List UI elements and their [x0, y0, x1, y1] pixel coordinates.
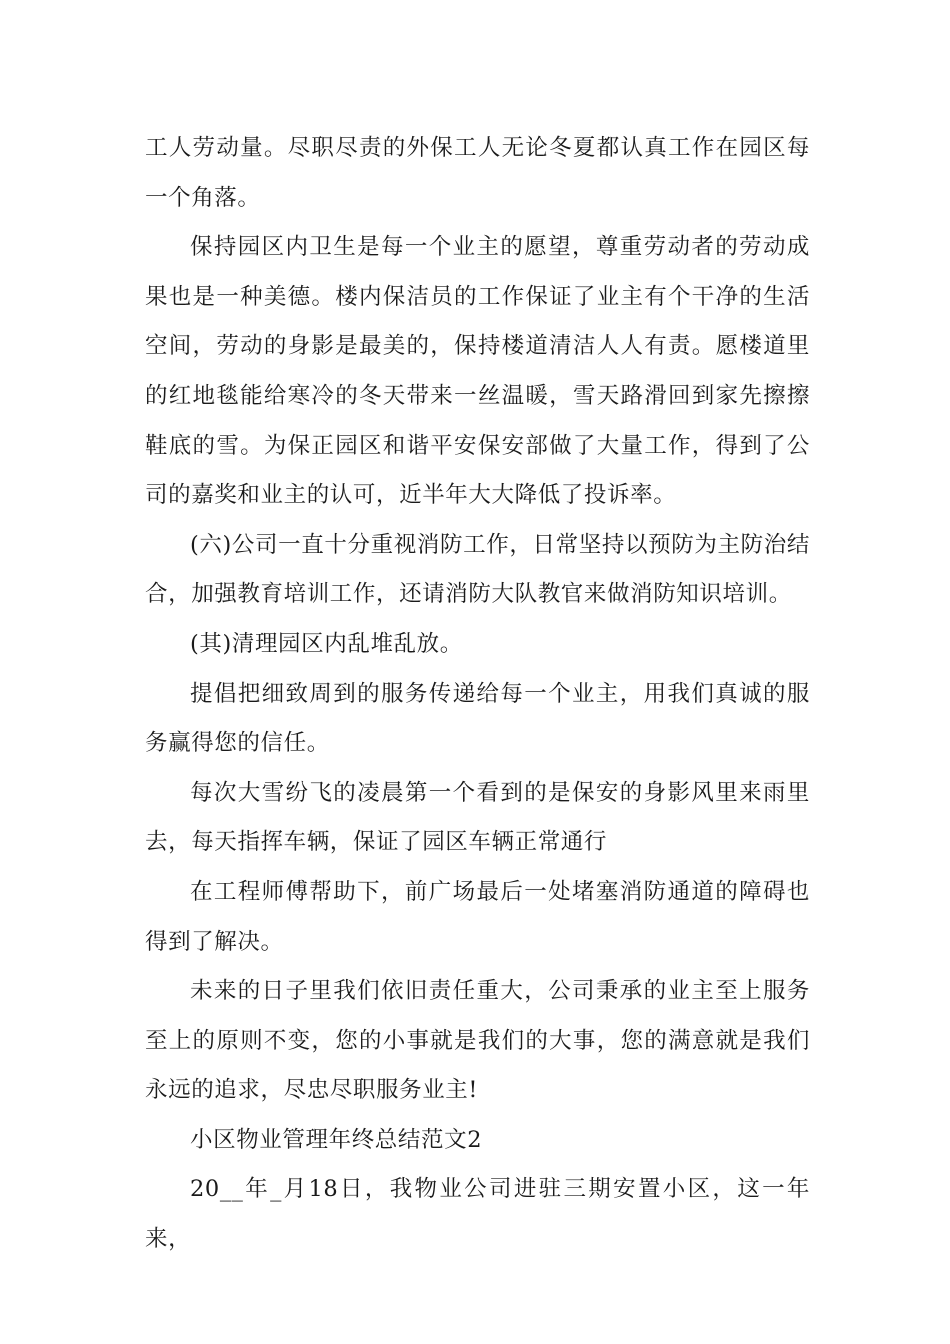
paragraph-8: 未来的日子里我们依旧责任重大，公司秉承的业主至上服务至上的原则不变，您的小事就是我们的大事，您的满意就是我们永远的追求，尽忠尽职服务业主!: [145, 978, 810, 1104]
paragraph-7: 在工程师傅帮助下，前广场最后一处堵塞消防通道的障碍也得到了解决。: [145, 878, 810, 955]
section-heading: 小区物业管理年终总结范文2: [190, 1126, 483, 1153]
paragraph-4: (其)清理园区内乱堆乱放。: [190, 630, 463, 657]
document-body: [145, 124, 810, 1265]
paragraph-1: 工人劳动量。尽职尽责的外保工人无论冬夏都认真工作在园区每一个角落。: [145, 135, 810, 211]
paragraph-6: 每次大雪纷飞的凌晨第一个看到的是保安的身影风里来雨里去，每天指挥车辆，保证了园区车辆正常通行: [145, 779, 810, 856]
paragraph-2: 保持园区内卫生是每一个业主的愿望，尊重劳动者的劳动成果也是一种美德。楼内保洁员的工作保证了业主有个干净的生活空间，劳动的身影是最美的，保持楼道清洁人人有责。愿楼道里的红地毯能给寒冷的冬天带来一丝温暖，雪天路滑回到家先擦擦鞋底的雪。为保正园区和谐平安保安部做了大量工作，得到了公司的嘉奖和业主的认可，近半年大大降低了投诉率。: [145, 234, 810, 509]
paragraph-5: 提倡把细致周到的服务传递给每一个业主，用我们真诚的服务赢得您的信任。: [145, 680, 810, 757]
paragraph-3: (六)公司一直十分重视消防工作，日常坚持以预防为主防治结合，加强教育培训工作，还请消防大队教官来做消防知识培训。: [145, 531, 810, 608]
paragraph-9: 20__年_月18日，我物业公司进驻三期安置小区，这一年来，: [145, 1176, 810, 1253]
